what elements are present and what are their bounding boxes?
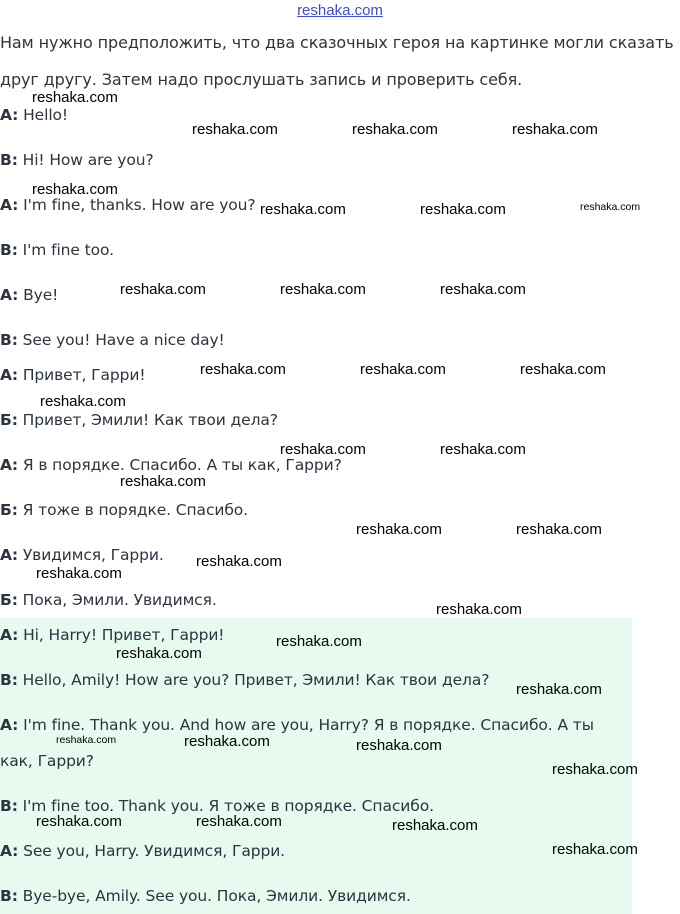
watermark: reshaka.com (440, 281, 526, 298)
dialogue-line: B: Hi! How are you? (0, 151, 154, 169)
answer-line: A: I'm fine. Thank you. And how are you, Harry? Я в порядке. Спасибо. А ты (0, 716, 594, 734)
dialogue-line: A: I'm fine, thanks. How are you? (0, 196, 256, 214)
answer-line-continuation: как, Гарри? (0, 752, 94, 770)
answer-block (0, 618, 632, 914)
watermark: reshaka.com (516, 521, 602, 538)
watermark: reshaka.com (512, 121, 598, 138)
answer-line: B: Bye-bye, Amily. See you. Пока, Эмили. Увидимся. (0, 887, 411, 905)
watermark: reshaka.com (420, 201, 506, 218)
watermark: reshaka.com (280, 281, 366, 298)
dialogue-line: Б: Пока, Эмили. Увидимся. (0, 591, 217, 609)
watermark: reshaka.com (32, 181, 118, 198)
watermark: reshaka.com (116, 645, 202, 662)
dialogue-line: А: Увидимся, Гарри. (0, 546, 164, 564)
watermark: reshaka.com (260, 201, 346, 218)
dialogue-line: A: Bye! (0, 286, 59, 304)
watermark: reshaka.com (440, 441, 526, 458)
dialogue-line: Б: Привет, Эмили! Как твои дела? (0, 411, 278, 429)
dialogue-line: A: Hello! (0, 106, 69, 124)
intro-line-1: Нам нужно предположить, что два сказочных героя на картинке могли сказать (0, 33, 674, 52)
watermark: reshaka.com (36, 565, 122, 582)
watermark: reshaka.com (196, 553, 282, 570)
watermark: reshaka.com (552, 841, 638, 858)
watermark: reshaka.com (360, 361, 446, 378)
watermark: reshaka.com (56, 734, 117, 746)
answer-line: A: See you, Harry. Увидимся, Гарри. (0, 842, 286, 860)
watermark: reshaka.com (184, 733, 270, 750)
watermark: reshaka.com (200, 361, 286, 378)
watermark: reshaka.com (356, 521, 442, 538)
answer-line: B: Hello, Amily! How are you? Привет, Эмили! Как твои дела? (0, 671, 490, 689)
intro-line-2: друг другу. Затем надо прослушать запись и проверить себя. (0, 70, 523, 89)
dialogue-line: А: Привет, Гарри! (0, 366, 146, 384)
watermark: reshaka.com (40, 393, 126, 410)
watermark: reshaka.com (196, 813, 282, 830)
dialogue-line: B: See you! Have a nice day! (0, 331, 225, 349)
watermark: reshaka.com (516, 681, 602, 698)
watermark: reshaka.com (120, 473, 206, 490)
watermark: reshaka.com (276, 633, 362, 650)
watermark: reshaka.com (436, 601, 522, 618)
watermark: reshaka.com (580, 201, 641, 213)
dialogue-line: А: Я в порядке. Спасибо. А ты как, Гарри? (0, 456, 342, 474)
watermark: reshaka.com (392, 817, 478, 834)
watermark: reshaka.com (36, 813, 122, 830)
watermark: reshaka.com (120, 281, 206, 298)
watermark: reshaka.com (552, 761, 638, 778)
answer-line: B: I'm fine too. Thank you. Я тоже в порядке. Спасибо. (0, 797, 434, 815)
watermark: reshaka.com (520, 361, 606, 378)
dialogue-line: B: I'm fine too. (0, 241, 114, 259)
answer-line: A: Hi, Harry! Привет, Гарри! (0, 626, 225, 644)
watermark: reshaka.com (192, 121, 278, 138)
watermark: reshaka.com (280, 441, 366, 458)
site-link[interactable]: reshaka.com (297, 2, 383, 19)
watermark: reshaka.com (32, 89, 118, 106)
dialogue-line: Б: Я тоже в порядке. Спасибо. (0, 501, 249, 519)
watermark: reshaka.com (352, 121, 438, 138)
task-intro (0, 24, 680, 98)
watermark: reshaka.com (356, 737, 442, 754)
